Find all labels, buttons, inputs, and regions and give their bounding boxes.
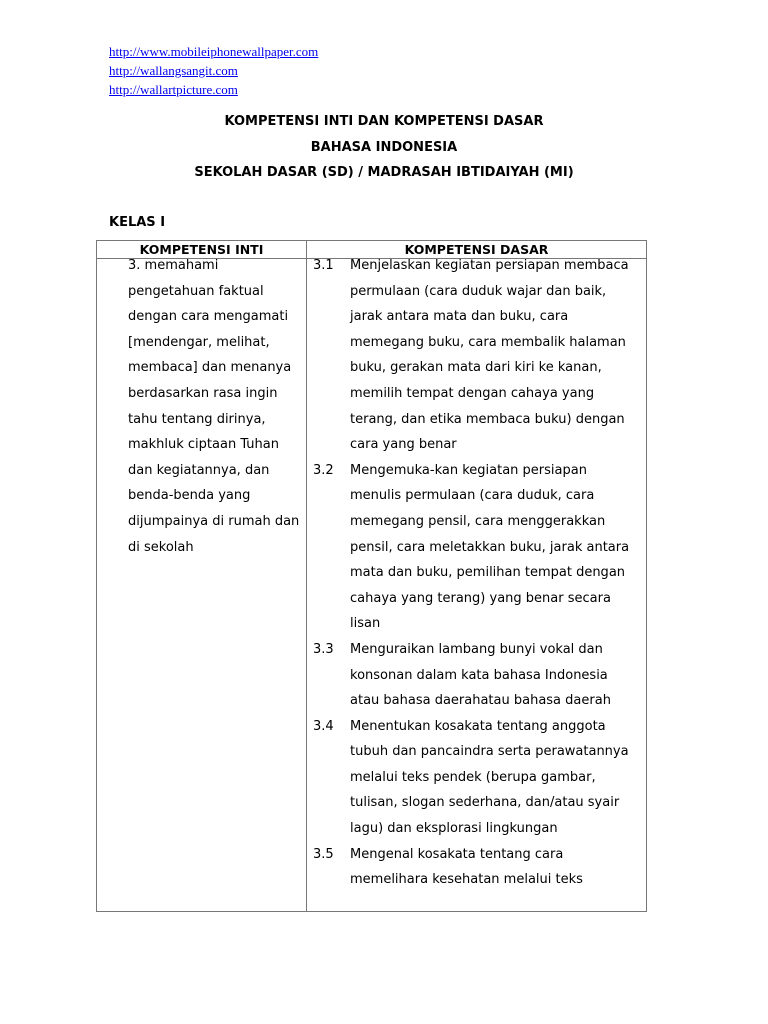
header-kompetensi-inti: KOMPETENSI INTI [97, 241, 307, 259]
competency-table [96, 240, 647, 912]
kd-number: 3.4 [313, 718, 334, 734]
kd-number: 3.5 [313, 846, 334, 862]
kd-item-3-1 [313, 259, 640, 458]
kd-item-3-4 [313, 714, 640, 842]
kd-item-3-5 [313, 842, 640, 893]
table-header-row [97, 241, 647, 259]
table-row [97, 259, 647, 912]
kd-text: Mengenal kosakata tentang cara memelihara kesehatan melalui teks [350, 846, 583, 888]
kd-number: 3.3 [313, 641, 334, 657]
kd-item-3-3 [313, 637, 640, 714]
document-title: KOMPETENSI INTI DAN KOMPETENSI DASAR [224, 114, 544, 129]
kd-list [307, 259, 646, 893]
ki-cell [97, 259, 307, 912]
kd-text: Menguraikan lambang bunyi vokal dan konsonan dalam kata bahasa Indonesia atau bahasa daerahatau bahasa daerah [350, 641, 611, 709]
link-list [109, 42, 318, 99]
kd-text: Mengemuka-kan kegiatan persiapan menulis permulaan (cara duduk, cara memegang pensil, cara menggerakkan pensil, cara meletakkan buku, jarak antara mata dan buku, pemilihan tempat dengan cahaya yang terang) yang benar secara lisan [350, 462, 630, 632]
header-kompetensi-dasar: KOMPETENSI DASAR [307, 241, 647, 259]
ki-text: memahami pengetahuan faktual dengan cara mengamati [mendengar, melihat, membaca] dan menanya berdasarkan rasa ingin tahu tentang dirinya, makhluk ciptaan Tuhan dan kegiatannya, dan benda-benda yang dijumpainya di rumah dan di sekolah [128, 258, 300, 555]
document-subject: BAHASA INDONESIA [310, 140, 458, 155]
document-school-level: SEKOLAH DASAR (SD) / MADRASAH IBTIDAIYAH (MI) [194, 165, 574, 180]
ki-item [97, 259, 306, 561]
link-wallartpicture[interactable]: http://wallartpicture.com [109, 82, 238, 97]
link-mobileiphonewallpaper[interactable]: http://www.mobileiphonewallpaper.com [109, 44, 319, 59]
class-label: KELAS I [109, 215, 166, 230]
kd-text: Menentukan kosakata tentang anggota tubuh dan pancaindra serta perawatannya melalui teks pendek (berupa gambar, tulisan, slogan sederhana, dan/atau syair lagu) dan eksplorasi lingkungan [350, 718, 629, 837]
kd-item-3-2 [313, 458, 640, 637]
link-wallangsangit[interactable]: http://wallangsangit.com [109, 63, 238, 78]
kd-number: 3.1 [313, 258, 334, 273]
kd-number: 3.2 [313, 462, 334, 478]
kd-cell [307, 259, 647, 912]
ki-number: 3. [128, 258, 141, 273]
kd-text: Menjelaskan kegiatan persiapan membaca permulaan (cara duduk wajar dan baik, jarak antara mata dan buku, cara memegang buku, cara membalik halaman buku, gerakan mata dari kiri ke kanan, memilih tempat dengan cahaya yang terang, dan etika membaca buku) dengan cara yang benar [350, 258, 629, 453]
